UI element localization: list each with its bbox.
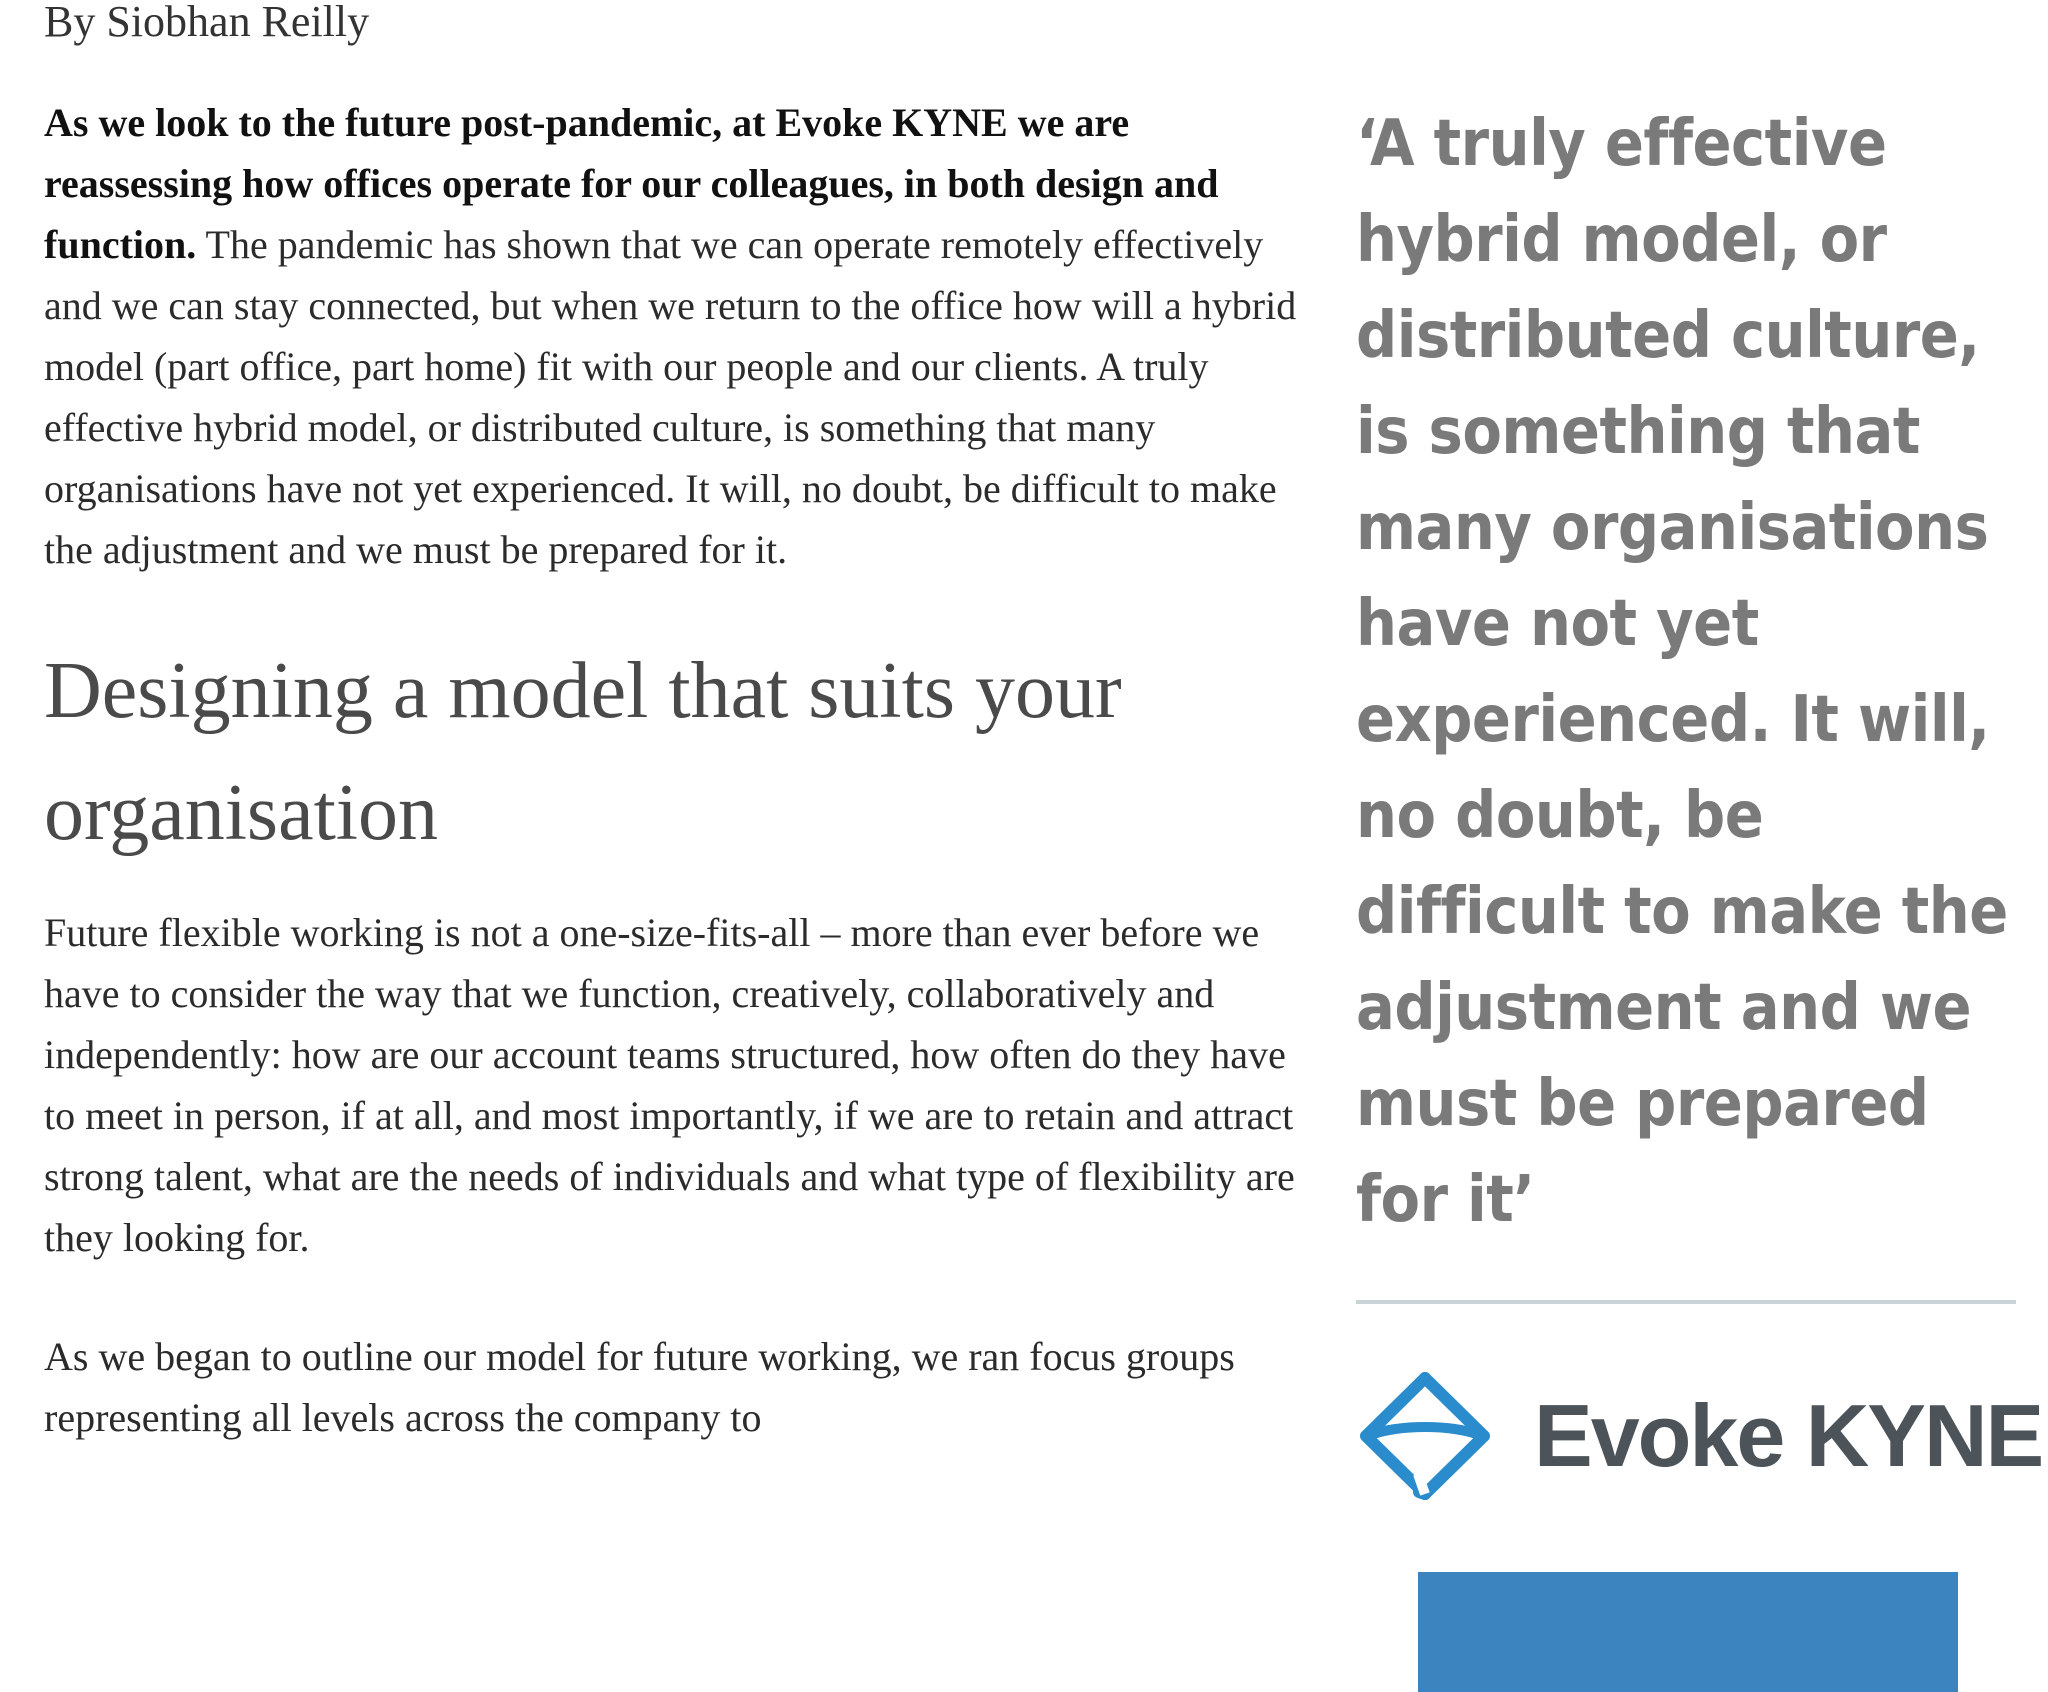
intro-text: The pandemic has shown that we can operate remotely effectively and we can stay connected, but when we return to the office how will a hybrid model (part office, part home) fit with our people and our clients. A truly effective hybrid model, or distributed culture, is something that many organisations have not yet experienced. It will, no doubt, be difficult to make the adjustment and we must be prepared for it. [44, 222, 1297, 572]
cta-button[interactable] [1418, 1572, 1958, 1692]
intro-lead: As we look to the future post-pandemic, at Evoke KYNE we are reassessing how offices operate for our colleagues, in both design and function. [44, 100, 1219, 267]
logo-text: Evoke KYNE [1534, 1386, 2043, 1485]
section-heading: Designing a model that suits your organisation [44, 647, 1122, 857]
evoke-kyne-logo[interactable] [1356, 1366, 2043, 1506]
evoke-diamond-icon [1356, 1366, 1494, 1506]
intro-paragraph [44, 92, 1324, 580]
pull-quote: ‘A truly effective hybrid model, or distributed culture, is something that many organisations have not yet experienced. It will, no doubt, be difficult to make the adjustment and we must be prepared for it’ [1356, 107, 2008, 1237]
body-paragraph: Future flexible working is not a one-size-fits-all – more than ever before we have to consider the way that we function, creatively, collaboratively and independently: how are our account teams structured, how often do they have to meet in person, if at all, and most importantly, if we are to retain and attract strong talent, what are the needs of individuals and what type of flexibility are they looking for. [44, 910, 1295, 1260]
sidebar [1356, 96, 2043, 1692]
body-paragraph: As we began to outline our model for future working, we ran focus groups representing all levels across the company to [44, 1334, 1235, 1440]
article-byline: By Siobhan Reilly [44, 0, 370, 46]
divider [1356, 1300, 2016, 1304]
article-body [44, 92, 1324, 1448]
